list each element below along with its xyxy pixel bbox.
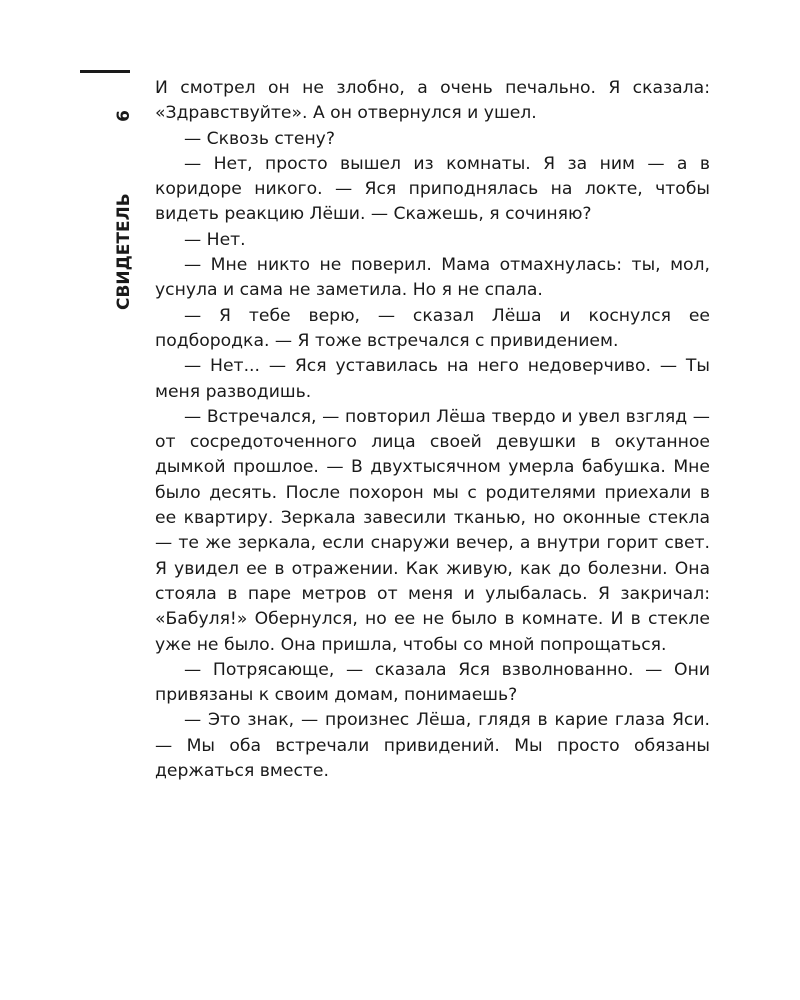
paragraph: — Мне никто не поверил. Мама отмахнулась: ты, мол, уснула и сама не заметила. Но я не спала. (155, 255, 710, 301)
body-text (155, 76, 710, 784)
page-number: 6 (114, 110, 134, 122)
paragraph: — Нет... — Яся уставилась на него недоверчиво. — Ты меня разводишь. (155, 356, 710, 402)
top-rule (80, 70, 130, 73)
paragraph: — Это знак, — произнес Лёша, глядя в карие глаза Яси. — Мы оба встречали привидений. Мы просто обязаны держаться вместе. (155, 710, 710, 782)
paragraph: — Нет. (184, 229, 246, 250)
paragraph: — Потрясающе, — сказала Яся взволнованно. — Они привязаны к своим домам, понимаешь? (155, 659, 710, 706)
paragraph: И смотрел он не злобно, а очень печально. Я сказала: «Здравствуйте». А он отвернулся и ушел. (155, 78, 710, 124)
paragraph: — Сквозь стену? (184, 128, 335, 149)
paragraph: — Я тебе верю, — сказал Лёша и коснулся ее подбородка. — Я тоже встречался с привидением. (155, 305, 710, 351)
chapter-title: СВИДЕТЕЛЬ (114, 193, 134, 310)
paragraph: — Встречался, — повторил Лёша твердо и увел взгляд — от сосредоточенного лица своей девушки в окутанное дымкой прошлое. — В двухтысячном умерла бабушка. Мне было десять. После похорон мы с родителями приехали в ее квартиру. Зеркала завесили тканью, но оконные стекла — те же зеркала, если снаружи вечер, а внутри горит свет. Я увидел ее в отражении. Как живую, как до болезни. Она стояла в паре метров от меня и улыбалась. Я закричал: «Бабуля!» Обернулся, но ее не было в комнате. И в стекле уже не было. Она пришла, чтобы со мной попрощаться. (155, 406, 710, 655)
paragraph: — Нет, просто вышел из комнаты. Я за ним — а в коридоре никого. — Яся приподнялась на локте, чтобы видеть реакцию Лёши. — Скажешь, я сочиняю? (155, 153, 710, 225)
running-head (88, 110, 134, 310)
